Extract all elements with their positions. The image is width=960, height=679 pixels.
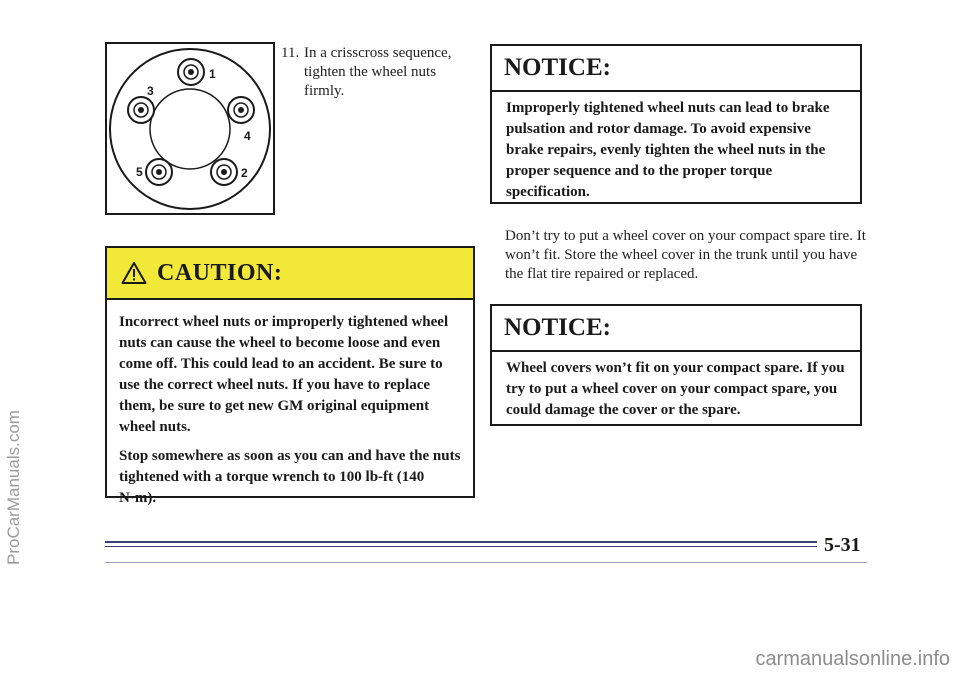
nut-label-4: 4 <box>244 129 251 143</box>
notice-title: NOTICE: <box>492 306 860 352</box>
wheel-nut-sequence-diagram <box>105 42 275 215</box>
footer-rule <box>105 562 867 563</box>
wheel-nut-1 <box>178 59 204 85</box>
caution-box <box>105 246 475 506</box>
wheel-cover-paragraph: Don’t try to put a wheel cover on your compact spare tire. It won’t fit. Store the wheel cover in the trunk until you have the flat tire repaired or replaced. <box>505 228 866 282</box>
side-watermark: ProCarManuals.com <box>4 410 23 565</box>
caution-body <box>107 300 473 509</box>
caution-header <box>107 248 473 300</box>
notice-title: NOTICE: <box>492 46 860 92</box>
footer-rule <box>105 546 817 547</box>
notice-box-wheel-cover <box>490 304 862 426</box>
nut-label-1: 1 <box>209 67 216 81</box>
notice-body: Wheel covers won’t fit on your compact spare. If you try to put a wheel cover on your compact spare, you could damage the cover or the spare. <box>506 360 845 418</box>
notice-box-brake <box>490 44 862 204</box>
notice-body: Improperly tightened wheel nuts can lead to brake pulsation and rotor damage. To avoid expensive brake repairs, evenly tighten the wheel nuts in the proper sequence and to the proper torque specification. <box>506 100 830 200</box>
nut-label-2: 2 <box>241 166 248 180</box>
footer-rule <box>105 541 817 543</box>
step-text: In a crisscross sequence, tighten the wheel nuts firmly. <box>304 45 452 99</box>
caution-paragraph: Stop somewhere as soon as you can and have the nuts tightened with a torque wrench to 100 lb-ft (140 N·m). <box>119 448 461 506</box>
nut-label-5: 5 <box>136 165 143 179</box>
wheel-nut-3 <box>128 97 154 123</box>
step-number: 11. <box>281 45 300 61</box>
warning-triangle-icon <box>121 261 147 285</box>
bottom-watermark: carmanualsonline.info <box>755 648 950 670</box>
caution-title: CAUTION: <box>157 259 283 286</box>
caution-paragraph: Incorrect wheel nuts or improperly tightened wheel nuts can cause the wheel to become loose and even come off. This could lead to an accident. Be sure to use the correct wheel nuts. If you have to replace them, be sure to get new GM original equipment wheel nuts. <box>119 314 449 435</box>
nut-label-3: 3 <box>147 84 154 98</box>
wheel-nut-5 <box>146 159 172 185</box>
page-number: 5-31 <box>824 534 861 556</box>
wheel-nut-4 <box>228 97 254 123</box>
wheel-nut-2 <box>211 159 237 185</box>
